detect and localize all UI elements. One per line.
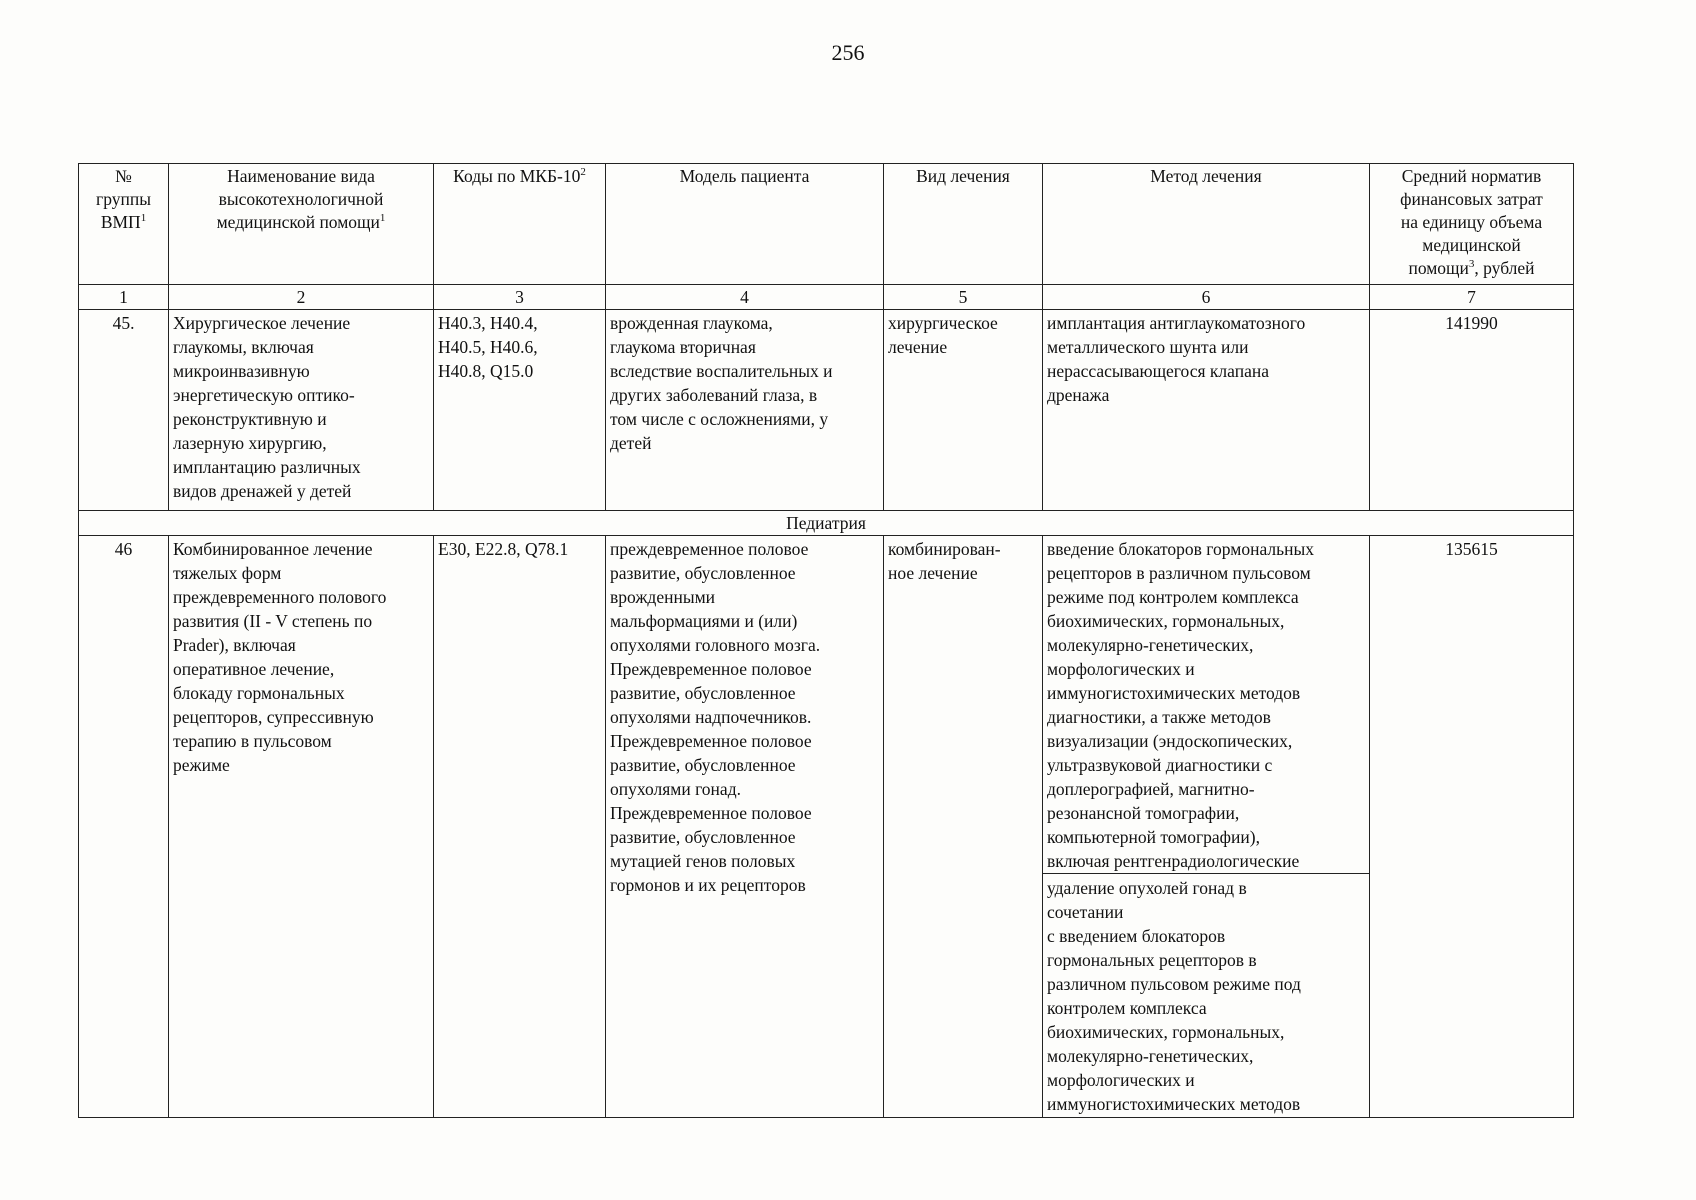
column-number: 4 <box>606 285 884 310</box>
group-number: 45. <box>79 310 169 511</box>
patient-model: преждевременное половое развитие, обусловленное врожденными мальформациями и (или) опухолями головного мозга. Преждевременное половое развитие, обусловленное опухолями надпочечников. Преждевременное половое развитие, обусловленное опухолями гонад. Преждевременное половое развитие, обусловленное мутацией генов половых гормонов и их рецепторов <box>606 536 884 1118</box>
treatment-method: введение блокаторов гормональных рецепторов в различном пульсовом режиме под контролем комплекса биохимических, гормональных, молекулярно-генетических, морфологических и иммуногистохимических методов диагностики, а также методов визуализации (эндоскопических, ультразвуковой диагностики с доплерографией, магнитно- резонансной томографии, компьютерной томографии), включая рентгенрадиологические <box>1047 539 1314 871</box>
group-number: 46 <box>79 536 169 1118</box>
treatment-method: удаление опухолей гонад в сочетании с введением блокаторов гормональных рецепторов в различном пульсовом режиме под контролем комплекса биохимических, гормональных, молекулярно-генетических, морфологических и иммуногистохимических методов <box>1043 873 1369 1116</box>
column-number: 6 <box>1043 285 1370 310</box>
section-title: Педиатрия <box>79 511 1574 536</box>
care-type-name: Комбинированное лечение тяжелых форм преждевременного полового развития (II - V степень по Prader), включая оперативное лечение, блокаду гормональных рецепторов, супрессивную терапию в пульсовом режиме <box>169 536 434 1118</box>
header-cost: Средний норматив финансовых затрат на единицу объема медицинской помощи$^3$, рублей <box>1370 164 1574 285</box>
page-number: 256 <box>831 40 865 65</box>
header-treatment-method: Метод лечения <box>1043 164 1370 285</box>
icd-codes: H40.3, H40.4, H40.5, H40.6, H40.8, Q15.0 <box>434 310 606 511</box>
table-row <box>79 310 1574 511</box>
section-row <box>79 511 1574 536</box>
column-number: 7 <box>1370 285 1574 310</box>
column-number-row <box>79 285 1574 310</box>
treatment-type: хирургическое лечение <box>884 310 1043 511</box>
header-group-number: № группы ВМП$^1$ <box>79 164 169 285</box>
header-icd-codes: Коды по МКБ-$10^2$ <box>434 164 606 285</box>
column-number: 5 <box>884 285 1043 310</box>
vmp-table <box>78 163 1574 1118</box>
header-treatment-type: Вид лечения <box>884 164 1043 285</box>
column-number: 2 <box>169 285 434 310</box>
table-row <box>79 536 1574 1118</box>
treatment-type: комбинирован- ное лечение <box>884 536 1043 1118</box>
column-number: 1 <box>79 285 169 310</box>
header-care-type: Наименование вида высокотехнологичной медицинской помощи$^1$ <box>169 164 434 285</box>
patient-model: врожденная глаукома, глаукома вторичная вследствие воспалительных и других заболеваний глаза, в том числе с осложнениями, у детей <box>606 310 884 511</box>
header-patient-model: Модель пациента <box>606 164 884 285</box>
cost-value: 141990 <box>1370 310 1574 511</box>
care-type-name: Хирургическое лечение глаукомы, включая микроинвазивную энергетическую оптико- реконструктивную и лазерную хирургию, имплантацию различных видов дренажей у детей <box>169 310 434 511</box>
treatment-method-cell <box>1043 536 1370 1118</box>
cost-value: 135615 <box>1370 536 1574 1118</box>
treatment-method: имплантация антиглаукоматозного металлического шунта или нерассасывающегося клапана дренажа <box>1043 310 1370 511</box>
icd-codes: E30, E22.8, Q78.1 <box>434 536 606 1118</box>
column-number: 3 <box>434 285 606 310</box>
header-row <box>79 164 1574 285</box>
